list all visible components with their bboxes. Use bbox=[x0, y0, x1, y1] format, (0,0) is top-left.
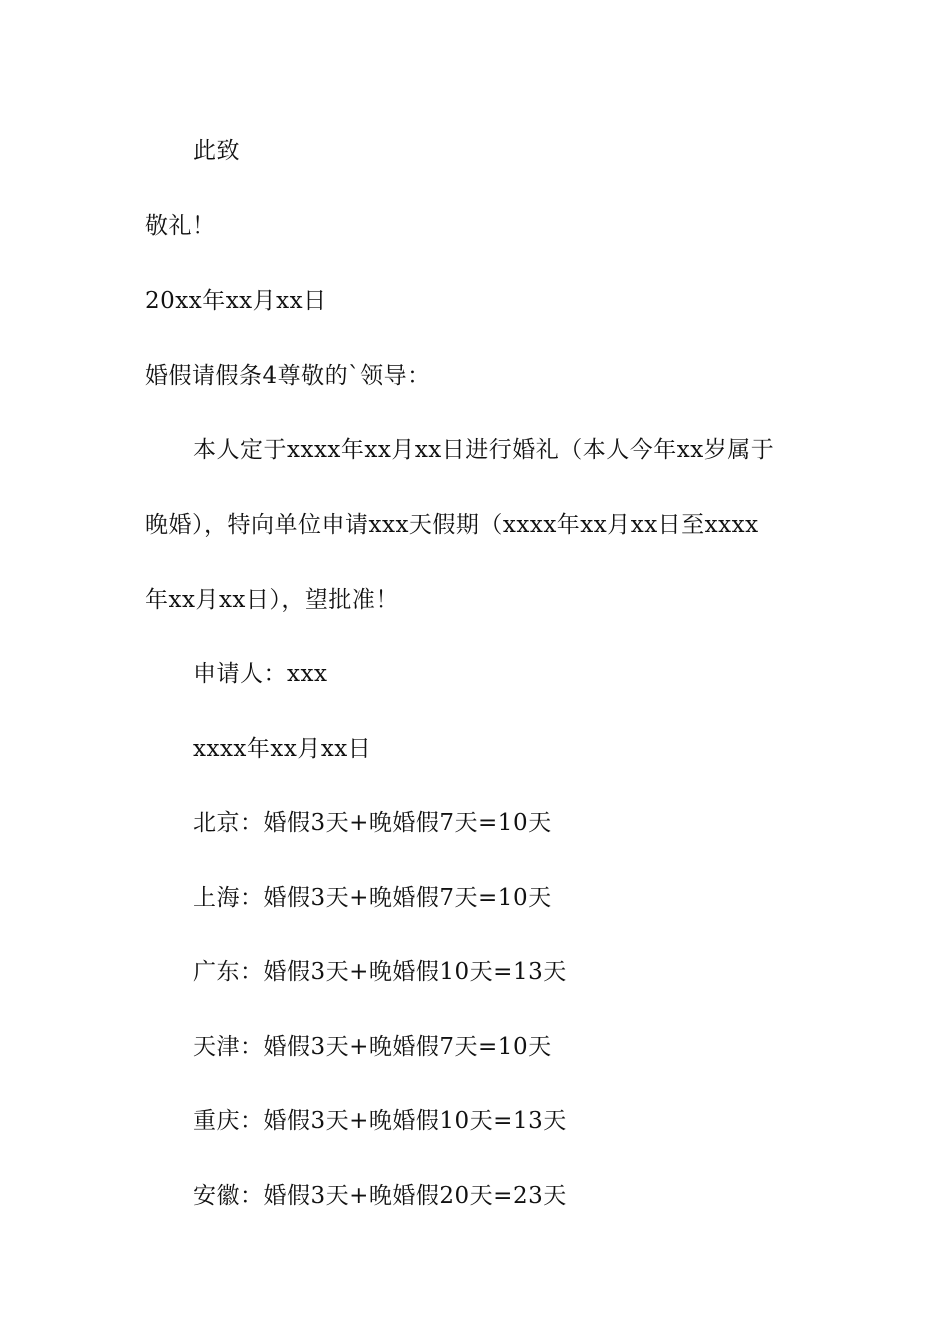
region-leave-item: 广东：婚假3天+晚婚假10天=13天 bbox=[193, 959, 567, 985]
body-paragraph-line: 年xx月xx日），望批准！ bbox=[145, 587, 399, 613]
date-text: 20xx年xx月xx日 bbox=[145, 288, 327, 314]
region-leave-item: 天津：婚假3天+晚婚假7天=10天 bbox=[193, 1034, 552, 1060]
signature-date-text: xxxx年xx月xx日 bbox=[193, 736, 372, 762]
salute-text: 敬礼！ bbox=[145, 213, 216, 239]
region-leave-item: 重庆：婚假3天+晚婚假10天=13天 bbox=[193, 1108, 567, 1134]
applicant-text: 申请人：xxx bbox=[193, 661, 328, 687]
leave-note-heading: 婚假请假条4尊敬的`领导： bbox=[145, 363, 431, 389]
region-leave-item: 安徽：婚假3天+晚婚假20天=23天 bbox=[193, 1183, 567, 1209]
body-paragraph-line: 晚婚），特向单位申请xxx天假期（xxxx年xx月xx日至xxxx bbox=[145, 512, 759, 538]
region-leave-item: 上海：婚假3天+晚婚假7天=10天 bbox=[193, 885, 552, 911]
body-paragraph-line: 本人定于xxxx年xx月xx日进行婚礼（本人今年xx岁属于 bbox=[193, 437, 775, 463]
region-leave-item: 北京：婚假3天+晚婚假7天=10天 bbox=[193, 810, 552, 836]
closing-text: 此致 bbox=[193, 138, 240, 164]
